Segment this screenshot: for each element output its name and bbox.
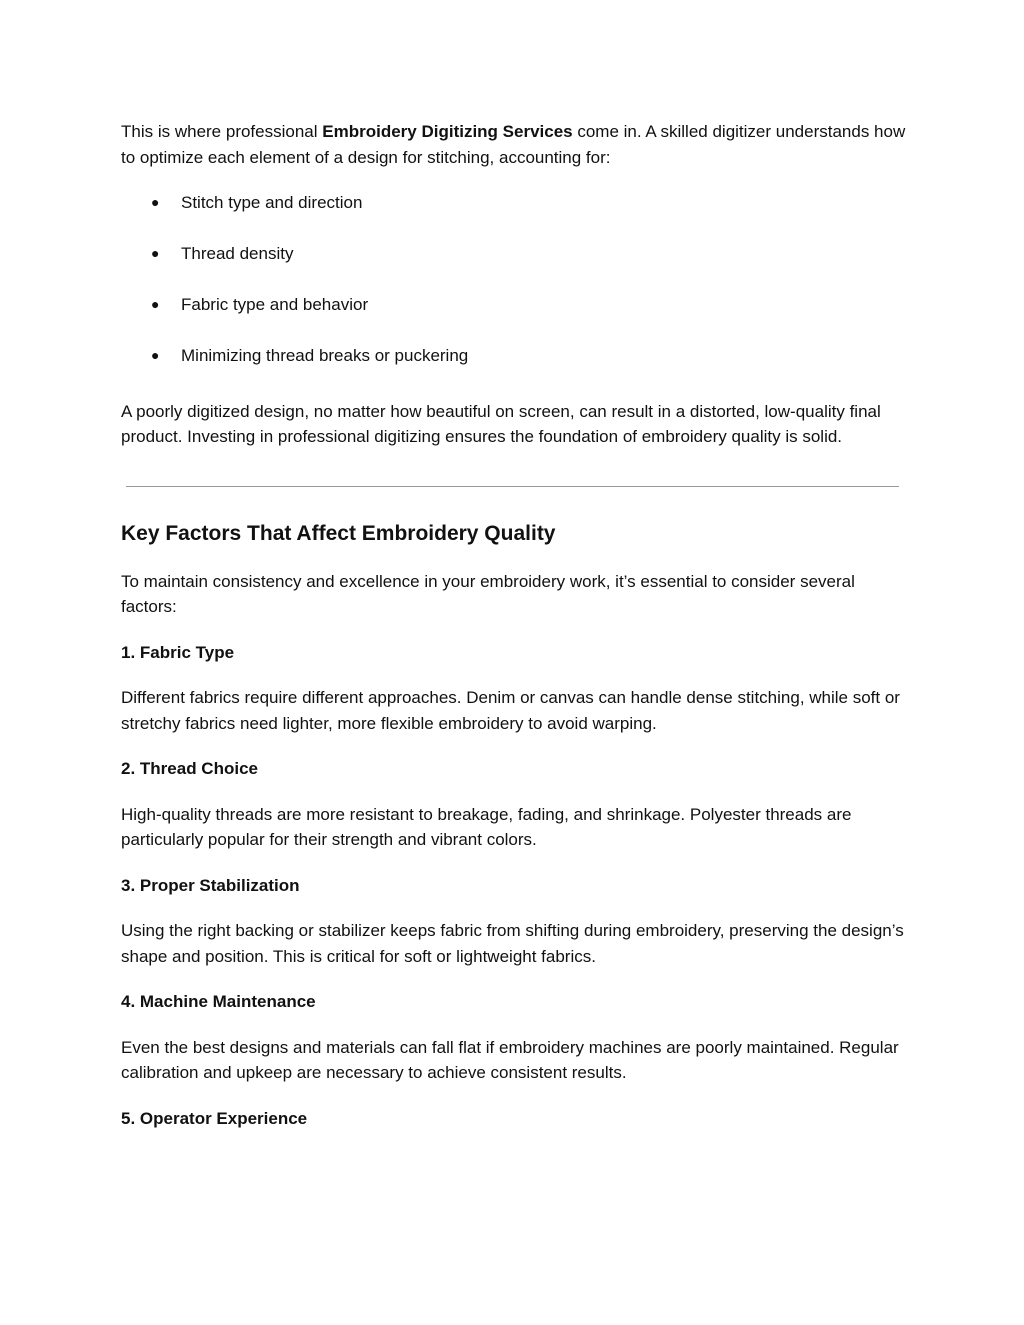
factor-heading-thread-choice: 2. Thread Choice — [121, 759, 258, 778]
factor-heading-operator-experience: 5. Operator Experience — [121, 1108, 308, 1128]
bullet-list — [121, 190, 911, 369]
intro-paragraph — [121, 119, 911, 170]
list-item — [121, 292, 911, 318]
list-item-text: Minimizing thread breaks or puckering — [181, 346, 469, 365]
bullet-dot-icon: ● — [151, 296, 160, 312]
list-item-text: Fabric type and behavior — [181, 295, 369, 314]
factor-body-proper-stabilization: Using the right backing or stabilizer keeps fabric from shifting during embroidery, preserving the design’s shape and position. This is critical for soft or lightweight fabrics. — [121, 921, 904, 966]
closing-paragraph: A poorly digitized design, no matter how beautiful on screen, can result in a distorted, low-quality final product. Investing in professional digitizing ensures the foundation of embroidery quality is solid. — [121, 401, 881, 446]
bullet-dot-icon: ● — [151, 347, 160, 363]
bullet-dot-icon: ● — [151, 194, 160, 210]
section-divider — [126, 486, 899, 487]
factor-heading-proper-stabilization: 3. Proper Stabilization — [121, 875, 300, 895]
section-lead-paragraph: To maintain consistency and excellence in your embroidery work, it’s essential to consider several factors: — [121, 571, 855, 616]
list-item — [121, 190, 911, 216]
document-page — [121, 119, 911, 1131]
section-title: Key Factors That Affect Embroidery Quality — [121, 521, 556, 545]
intro-text-after: come in. A skilled digitizer understands how to optimize each element of a design for stitching, accounting for: — [121, 122, 906, 167]
factor-body-thread-choice: High-quality threads are more resistant to breakage, fading, and shrinkage. Polyester threads are particularly popular for their strength and vibrant colors. — [121, 804, 852, 849]
list-item — [121, 241, 911, 267]
list-item-text: Thread density — [181, 244, 294, 263]
factor-heading-machine-maintenance: 4. Machine Maintenance — [121, 992, 316, 1011]
list-item-text: Stitch type and direction — [181, 193, 363, 212]
intro-text-before: This is where professional — [121, 122, 323, 141]
list-item — [121, 343, 911, 369]
intro-bold-link-text: Embroidery Digitizing Services — [322, 122, 573, 141]
bullet-dot-icon: ● — [151, 245, 160, 261]
factor-body-fabric-type: Different fabrics require different approaches. Denim or canvas can handle dense stitching, while soft or stretchy fabrics need lighter, more flexible embroidery to avoid warping. — [121, 688, 900, 733]
factor-body-machine-maintenance: Even the best designs and materials can fall flat if embroidery machines are poorly maintained. Regular calibration and upkeep are necessary to achieve consistent results. — [121, 1037, 899, 1082]
factor-heading-fabric-type: 1. Fabric Type — [121, 642, 235, 662]
